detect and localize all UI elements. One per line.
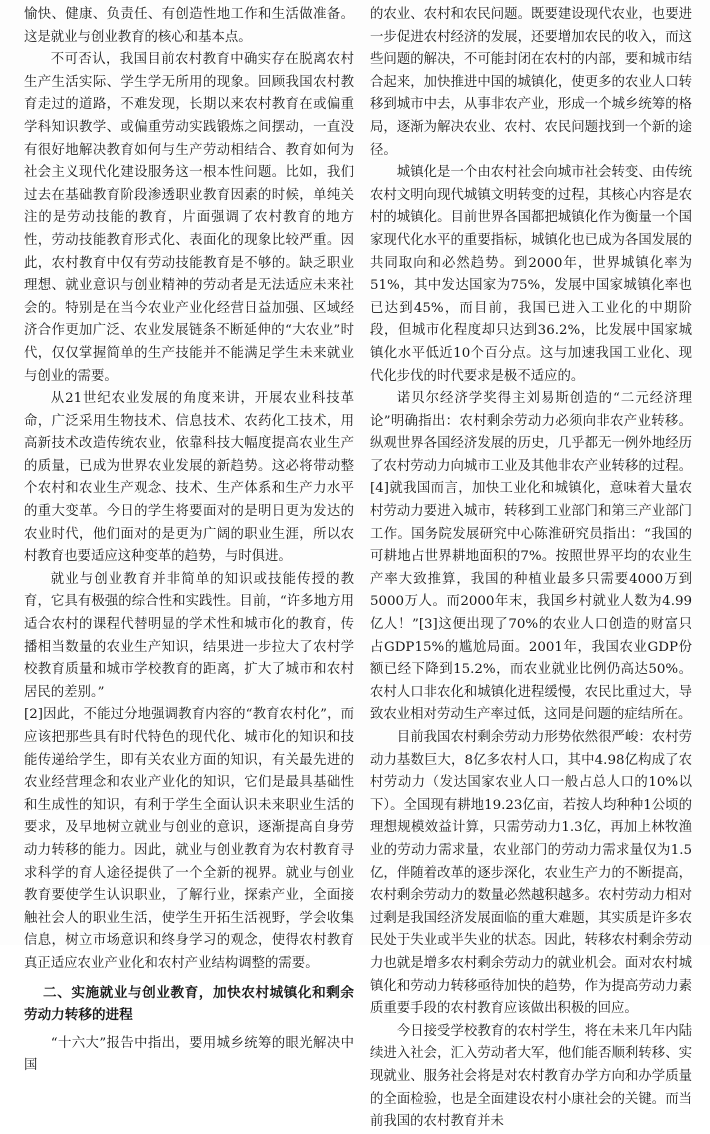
left-paragraph-2: 不可否认，我国目前农村教育中确实存在脱离农村生产生活实际、学生学无所用的现象。回顾我国农村教育走过的道路，不难发现，长期以来农村教育在或偏重学科知识教学、或偏重劳动实践锻炼之间摆动，一直没有很好地解决教育如何与生产劳动相结合、教育如何为社会主义现代化建设服务这一根本性问题。比如，我们过去在基础教育阶段渗透职业教育因素的时候，单纯关注的是劳动技能的教育，片面强调了农村教育的地方性，劳动技能教育形式化、表面化的现象比较严重。因此，农村教育中仅有劳动技能教育是不够的。缺乏职业理想、就业意识与创业精神的劳动者是无法适应未来社会的。特别是在当今农业产业化经营日益加强、区域经济合作更加广泛、农业发展链条不断延伸的“大农业”时代，仅仅掌握简单的生产技能并不能满足学生未来就业与创业的需要。 xyxy=(24,52,354,384)
right-paragraph-2: 城镇化是一个由农村社会向城市社会转变、由传统农村文明向现代城镇文明转变的过程，其核心内容是农村的城镇化。目前世界各国都把城镇化作为衡量一个国家现代化水平的重要指标，城镇化也已成为各国发展的共同取向和必然趋势。到2000年，世界城镇化率为51%，其中发达国家为75%，发展中国家城镇化率也已达到45%，而目前，我国已进入工业化的中期阶段，但城市化程度却只达到36.2%，比发展中国家城镇化水平低近10个百分点。这与加速我国工业化、现代化步伐的时代要求是极不适应的。 xyxy=(370,165,692,384)
left-paragraph-3: 从21世纪农业发展的角度来讲，开展农业科技革命，广泛采用生物技术、信息技术、农药化工技术，用高新技术改造传统农业，依靠科技大幅度提高农业生产的质量，已成为世界农业发展的新趋势。这必将带动整个农村和农业生产观念、技术、生产体系和生产力水平的重大变革。今日的学生将要面对的是明日更为发达的农业时代，他们面对的是更为广阔的职业生涯，所以农村教育也要适应这种变革的趋势，与时俱进。 xyxy=(24,391,354,565)
right-paragraph-1-continued: 的农业、农村和农民问题。既要建设现代农业，也要进一步促进农村经济的发展，还要增加农民的收入，而这些问题的解决，不可能封闭在农村的内部，要和城市结合起来，加快推进中国的城镇化，使更多的农业人口转移到城市中去，从事非农产业，形成一个城乡统筹的格局，逐渐为解决农业、农村、农民问题找到一个新的途径。 xyxy=(370,7,692,158)
left-paragraph-4: 就业与创业教育并非简单的知识或技能传授的教育，它具有极强的综合性和实践性。目前，“许多地方用适合农村的课程代替明显的学术性和城市化的教育，传播相当数量的农业生产知识，结果进一步拉大了农村学校教育质量和城市学校教育的距离，扩大了城市和农村居民的差别。” xyxy=(24,571,354,700)
section-heading: 二、实施就业与创业教育，加快农村城镇化和剩余劳动力转移的进程 xyxy=(24,984,354,1024)
left-column xyxy=(24,4,354,1078)
left-paragraph-4-continued: [2]因此，不能过分地强调教育内容的“教育农村化”，而应该把那些具有时代特色的现代化、城市化的知识和技能传递给学生，即有关农业方面的知识，有关最先进的农业经营理念和农业产业化的知识，它们是最具基础性和生成性的知识，有利于学生全面认识未来职业生活的要求，及早地树立就业与创业的意识，逐渐提高自身劳动力转移的能力。因此，就业与创业教育为农村教育寻求科学的育人途径提供了一个全新的视界。就业与创业教育要使学生认识职业，了解行业，探索产业，全面接触社会人的职业生活，使学生开拓生活视野，学会收集信息，树立市场意识和终身学习的观念，使得农村教育真正适应农业产业化和农村产业结构调整的需要。 xyxy=(24,707,354,971)
left-paragraph-1: 愉快、健康、负责任、有创造性地工作和生活做准备。这是就业与创业教育的核心和基本点。 xyxy=(24,7,354,45)
right-paragraph-3: 诺贝尔经济学奖得主刘易斯创造的“二元经济理论”明确指出：农村剩余劳动力必须向非农产业转移。纵观世界各国经济发展的历史，几乎都无一例外地经历了农村劳动力向城市工业及其他非农产业转移的过程。[4]就我国而言，加快工业化和城镇化，意味着大量农村劳动力要进入城市，转移到工业部门和第三产业部门工作。国务院发展研究中心陈淮研究员指出：“我国的可耕地占世界耕地面积的7%。按照世界平均的农业生产率大致推算，我国的种植业最多只需要4000万到5000万人。而2000年末，我国乡村就业人数为4.99亿人！”[3]这便出现了70%的农业人口创造的财富只占GDP15%的尴尬局面。2001年，我国农业GDP份额已经下降到15.2%，而农业就业比例仍高达50%。农村人口非农化和城镇化进程缓慢，农民比重过大，导致农业相对劳动生产率过低，这同是问题的症结所在。 xyxy=(370,391,692,723)
right-paragraph-5: 今日接受学校教育的农村学生，将在未来几年内陆续进入社会，汇入劳动者大军，他们能否顺利转移、实现就业、服务社会将是对农村教育办学方向和办学质量的全面检验，也是全面建设农村小康社会的关键。而当前我国的农村教育并未 xyxy=(370,1023,692,1130)
right-paragraph-4: 目前我国农村剩余劳动力形势依然很严峻：农村劳动力基数巨大，8亿多农村人口，其中4.98亿构成了农村劳动力（发达国家农业人口一般占总人口的10%以下）。全国现有耕地19.23亿亩，若按人均种种1公顷的理想规模效益计算，只需劳动力1.3亿，再加上林牧渔业的劳动力需求量，农业部门的劳动力需求量仅为1.5亿，伴随着改革的逐步深化，农业生产力的不断提高，农村剩余劳动力的数量必然越积越多。农村劳动力相对过剩是我国经济发展面临的重大难题，其实质是许多农民处于失业或半失业的状态。因此，转移农村剩余劳动力也就是增多农村剩余劳动力的就业机会。面对农村城镇化和劳动力转移亟待加快的趋势，作为提高劳动力素质重要手段的农村教育应该做出积极的回应。 xyxy=(370,730,692,1017)
right-column xyxy=(370,4,692,1134)
left-paragraph-5: “十六大”报告中指出，要用城乡统筹的眼光解决中国 xyxy=(24,1035,354,1074)
